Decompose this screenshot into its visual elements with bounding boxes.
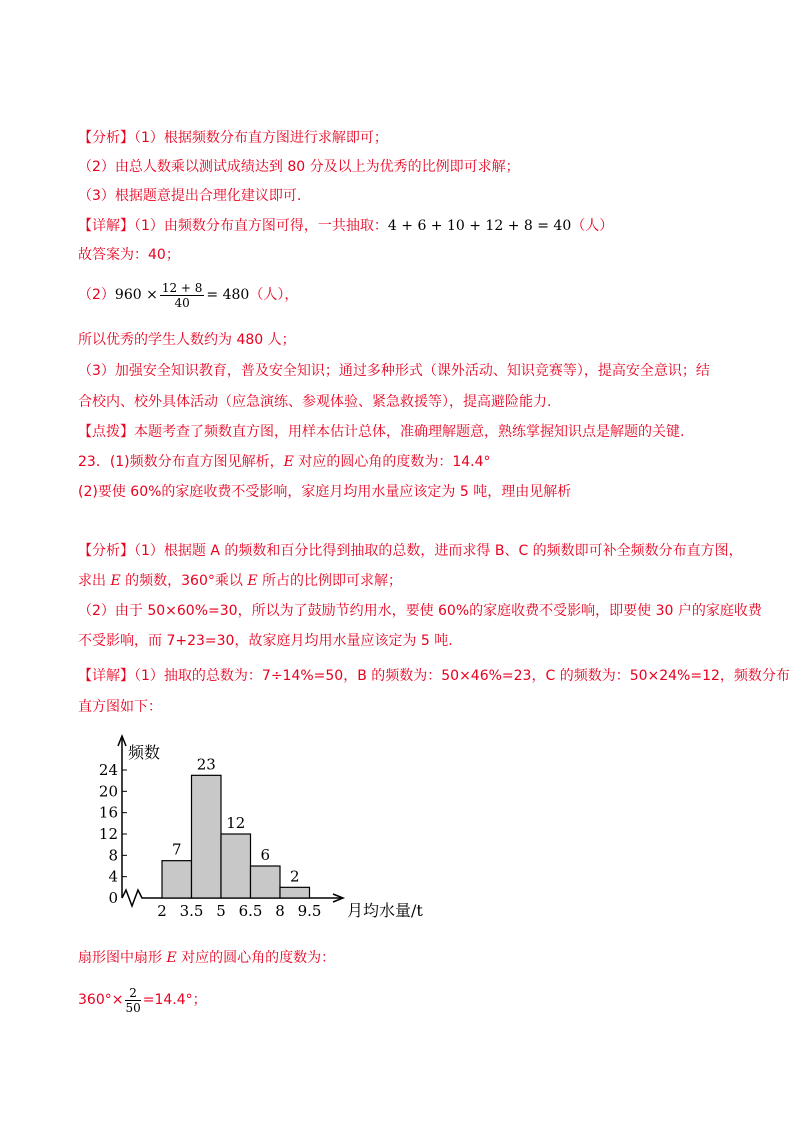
bar-value-label: 6: [260, 846, 271, 864]
q23-analysis-2a: （2）由于 50×60%=30，所以为了鼓励节约用水，要使 60%的家庭收费不受影响，即要使 30 户的家庭收费: [78, 603, 762, 619]
bar-value-label: 2: [289, 867, 300, 886]
fraction: $\frac{12 + 8}{40}$: [161, 280, 203, 310]
x-tick-label: 3.5: [179, 902, 204, 920]
analysis-tag: 【分析】: [78, 130, 134, 146]
q22-analysis-1: 【分析】（1）根据频数分布直方图进行求解即可；: [78, 130, 388, 146]
q22-answer: 故答案为：40；: [78, 247, 180, 263]
y-tick-label: 20: [98, 782, 118, 801]
q22-part3-line1: （3）加强安全知识教育，普及安全知识；通过多种形式（课外活动、知识竞赛等），提高安全意识；结: [78, 363, 710, 379]
q22-remark: 【点拨】本题考查了频数直方图，用样本估计总体，准确理解题意，熟练掌握知识点是解题的关键.: [78, 424, 685, 440]
y-tick-label: 16: [98, 803, 118, 822]
bar-value-label: 7: [171, 840, 182, 859]
histogram-bar: [192, 775, 222, 898]
q23-analysis-2b: 不受影响，而 7+23=30，故家庭月均用水量应该定为 5 吨.: [78, 633, 453, 649]
histogram-bar: [280, 887, 310, 898]
y-tick-label: 12: [98, 825, 118, 843]
q23-analysis-1a: 【分析】（1）根据题 A 的频数和百分比得到抽取的总数，进而求得 B、C 的频数即可补全频数分布直方图，: [78, 543, 743, 559]
x-tick-label: 2: [157, 902, 167, 920]
y-tick-label: 0: [108, 889, 118, 907]
sum-formula: 4 + 6 + 10 + 12 + 8 = 40: [387, 218, 572, 234]
bar-value-label: 23: [196, 755, 216, 774]
x-tick-label: 8: [275, 902, 285, 920]
q23-analysis-1b: 求出 E 的频数，360°乘以 E 所占的比例即可求解；: [78, 573, 402, 589]
q23-answer-2: (2)要使 60%的家庭收费不受影响，家庭月均用水量应该定为 5 吨，理由见解析: [78, 484, 572, 500]
analysis-tag: 【分析】: [78, 543, 134, 559]
frequency-histogram: [95, 730, 435, 930]
detail-tag: 【详解】: [78, 218, 134, 234]
histogram-bars: [162, 775, 310, 898]
q22-part2-conclusion: 所以优秀的学生人数约为 480 人；: [78, 332, 296, 348]
y-axis-label: 频数: [128, 743, 161, 762]
q23-detail-1a: 【详解】（1）抽取的总数为：7÷14%=50，B 的频数为：50×46%=23，C 的频数为：50×24%=12，频数分布: [78, 668, 790, 684]
q22-part3-line2: 合校内、校外具体活动（应急演练、参观体验、紧急救援等），提高避险能力.: [78, 394, 552, 410]
y-tick-label: 8: [108, 846, 118, 865]
histogram-bar: [251, 866, 281, 898]
histogram-bar: [221, 834, 251, 898]
q22-part2-formula: （2）960 × $\frac{12 + 8}{40}$ = 480（人），: [78, 280, 299, 310]
detail-tag: 【详解】: [78, 668, 134, 684]
q23-final-formula: 360°× $\frac{2}{50}$ =14.4°；: [78, 985, 207, 1015]
x-tick-label: 5: [216, 902, 226, 920]
x-axis-label: 月均水量/t: [347, 901, 423, 920]
x-tick-label: 6.5: [238, 902, 263, 920]
q22-analysis-3: （3）根据题意提出合理化建议即可.: [78, 188, 302, 204]
x-tick-label: 9.5: [297, 902, 322, 920]
remark-tag: 【点拨】: [78, 424, 134, 440]
q23-sector-question: 扇形图中扇形 E 对应的圆心角的度数为：: [78, 950, 336, 966]
fraction: $\frac{2}{50}$: [125, 985, 141, 1015]
q22-detail-1: 【详解】（1）由频数分布直方图可得，一共抽取：4 + 6 + 10 + 12 + 8 = 40（人）: [78, 218, 614, 234]
q23-answer-1: 23．(1)频数分布直方图见解析，E 对应的圆心角的度数为：14.4°: [78, 454, 491, 470]
histogram-bar: [162, 861, 192, 898]
q22-analysis-2: （2）由总人数乘以测试成绩达到 80 分及以上为优秀的比例即可求解；: [78, 159, 520, 175]
y-tick-label: 24: [98, 761, 118, 779]
q23-detail-1b: 直方图如下：: [78, 699, 162, 715]
y-tick-label: 4: [108, 867, 118, 886]
bar-value-label: 12: [226, 814, 246, 832]
